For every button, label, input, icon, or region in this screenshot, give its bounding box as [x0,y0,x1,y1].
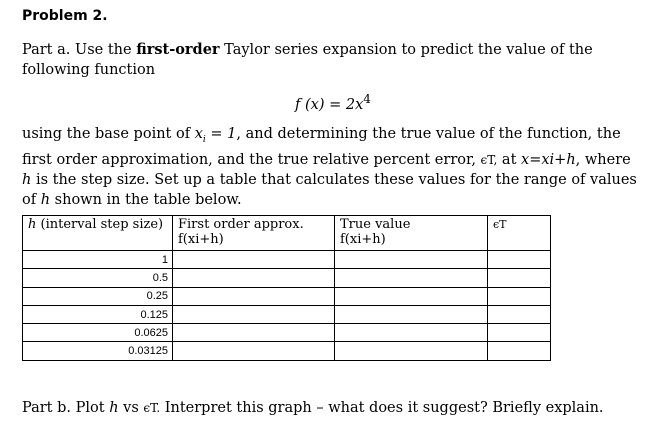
first-order-cell[interactable] [173,269,335,287]
first-order-cell[interactable] [173,251,335,269]
header-epsilon-text: ϵT [493,218,507,231]
part-a-lead: Part a. Use the [22,42,137,58]
true-value-cell[interactable] [335,269,488,287]
para-epsilon: ϵT, [480,152,498,167]
error-cell[interactable] [488,324,551,342]
header-epsilon [488,216,551,251]
para-var-x: x [194,126,203,142]
table-header-row [23,216,551,251]
h-value-cell[interactable]: 1 [23,251,173,269]
h-value-cell[interactable]: 0.5 [23,269,173,287]
table-row [23,251,551,269]
para-text-2: = [205,126,228,142]
para-var-h-2: h [40,191,51,208]
part-b-text-2: vs [118,400,144,416]
true-value-cell[interactable] [335,305,488,323]
values-table [22,215,551,361]
table-row [23,287,551,305]
h-value-cell[interactable]: 0.25 [23,287,173,305]
part-b-text [22,398,604,418]
equation-exponent: 4 [363,92,371,106]
first-order-cell[interactable] [173,324,335,342]
header-h-var: h [28,217,37,232]
header-first-order-line1: First order approx. [178,217,304,232]
para-sub-i: i [202,134,206,145]
header-true-line1: True value [340,217,411,232]
para-text-5: , where [575,151,631,168]
para-base-value: 1 [227,126,237,142]
table-row [23,269,551,287]
first-order-cell[interactable] [173,305,335,323]
part-a-emphasis: first-order [136,41,220,58]
h-value-cell[interactable]: 0.0625 [23,324,173,342]
para-var-h-1: h [22,171,32,188]
para-text-6: is the step size. Set up a table that calculates these values for the range of values of [22,171,637,208]
equation-body: f (x) = 2x [295,96,364,113]
part-b-text-3: Interpret this graph – what does it suggest? Briefly explain. [160,400,604,416]
para-step-equation: x=xi+h [521,151,576,168]
error-cell[interactable] [488,251,551,269]
header-first-order [173,216,335,251]
part-a-text [22,40,632,80]
para-text-4: at [497,151,522,168]
header-h-rest: (interval step size) [36,217,164,232]
true-value-cell[interactable] [335,342,488,360]
error-cell[interactable] [488,287,551,305]
header-first-order-line2: f(xi+h) [178,232,224,247]
table-row [23,342,551,360]
para-text-3: , and determining the true value of the function, the first order approximation, and the true relative percent error, [22,126,621,168]
true-value-cell[interactable] [335,324,488,342]
function-equation [0,92,666,113]
table-row [23,324,551,342]
instructions-paragraph [22,124,642,210]
para-text-1: using the base point of [22,126,195,142]
header-true-line2: f(xi+h) [340,232,386,247]
header-interval-step [23,216,173,251]
problem-title: Problem 2. [22,8,108,24]
part-b-var-h: h [109,400,119,416]
header-true-value [335,216,488,251]
para-text-7: shown in the table below. [50,191,242,208]
error-cell[interactable] [488,269,551,287]
table-row [23,305,551,323]
true-value-cell[interactable] [335,251,488,269]
part-b-text-1: Part b. Plot [22,400,110,416]
part-a-rest: Taylor series expansion to predict the value of the following function [22,42,593,78]
true-value-cell[interactable] [335,287,488,305]
part-b-epsilon: ϵT. [143,401,161,415]
h-value-cell[interactable]: 0.03125 [23,342,173,360]
first-order-cell[interactable] [173,342,335,360]
error-cell[interactable] [488,342,551,360]
first-order-cell[interactable] [173,287,335,305]
error-cell[interactable] [488,305,551,323]
h-value-cell[interactable]: 0.125 [23,305,173,323]
